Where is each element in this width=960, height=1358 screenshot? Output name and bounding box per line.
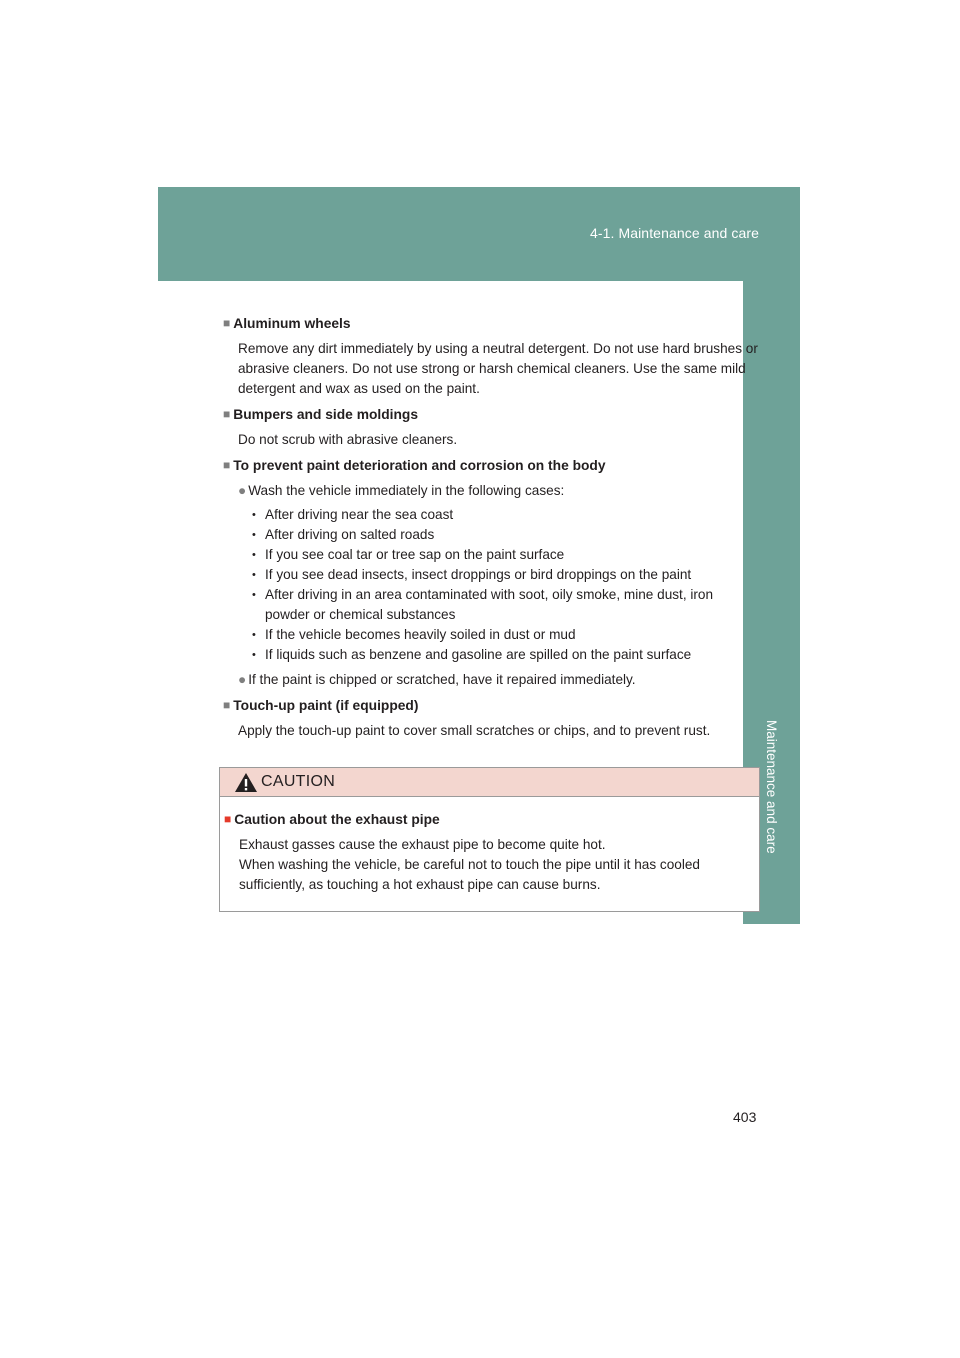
main-content — [223, 308, 758, 741]
header-band — [158, 187, 800, 281]
section-heading: ■ Aluminum wheels — [223, 316, 351, 331]
caution-box — [219, 767, 760, 912]
square-bullet-icon: ■ — [223, 316, 231, 330]
circle-bullet-icon: ● — [238, 483, 247, 498]
caution-title: CAUTION — [261, 773, 336, 790]
square-bullet-icon: ■ — [223, 458, 231, 472]
caution-heading: ■ Caution about the exhaust pipe — [224, 812, 440, 827]
bullet-list — [223, 505, 758, 665]
list-item: • If you see dead insects, insect droppings or bird droppings on the paint — [265, 565, 758, 585]
section-title: 4-1. Maintenance and care — [589, 225, 759, 241]
caution-header — [220, 768, 759, 797]
caution-text: When washing the vehicle, be careful not to touch the pipe until it has cooled sufficiently, as touching a hot exhaust pipe can cause burns. — [239, 857, 700, 892]
page-number: 403 — [733, 1109, 757, 1125]
caution-text: Exhaust gasses cause the exhaust pipe to become quite hot. — [239, 837, 606, 852]
list-item: • After driving on salted roads — [265, 525, 758, 545]
square-bullet-icon: ■ — [224, 812, 232, 826]
list-item: • If the vehicle becomes heavily soiled in dust or mud — [265, 625, 758, 645]
warning-triangle-icon — [234, 772, 258, 793]
list-item: • If liquids such as benzene and gasoline are spilled on the paint surface — [265, 645, 758, 665]
caution-body — [224, 810, 756, 895]
section-text: Remove any dirt immediately by using a neutral detergent. Do not use hard brushes or abrasive cleaners. Do not use strong or harsh chemical cleaners. Use the same mild detergent and wax as used on the paint. — [238, 341, 758, 396]
list-item: • After driving in an area contaminated with soot, oily smoke, mine dust, iron powder or chemical substances — [265, 585, 758, 625]
section-heading: ■ Touch-up paint (if equipped) — [223, 698, 419, 713]
section-text: Do not scrub with abrasive cleaners. — [238, 432, 458, 447]
section-heading: ■ To prevent paint deterioration and corrosion on the body — [223, 458, 606, 473]
chapter-label: Maintenance and care — [764, 720, 779, 854]
section-heading: ■ Bumpers and side moldings — [223, 407, 419, 422]
square-bullet-icon: ■ — [223, 698, 231, 712]
square-bullet-icon: ■ — [223, 407, 231, 421]
list-item: • If you see coal tar or tree sap on the paint surface — [265, 545, 758, 565]
section-text: Apply the touch-up paint to cover small scratches or chips, and to prevent rust. — [238, 723, 711, 738]
list-item: ● If the paint is chipped or scratched, have it repaired immediately. — [238, 672, 636, 687]
list-item: • After driving near the sea coast — [265, 505, 758, 525]
list-item: ● Wash the vehicle immediately in the following cases: — [238, 483, 565, 498]
circle-bullet-icon: ● — [238, 672, 247, 687]
